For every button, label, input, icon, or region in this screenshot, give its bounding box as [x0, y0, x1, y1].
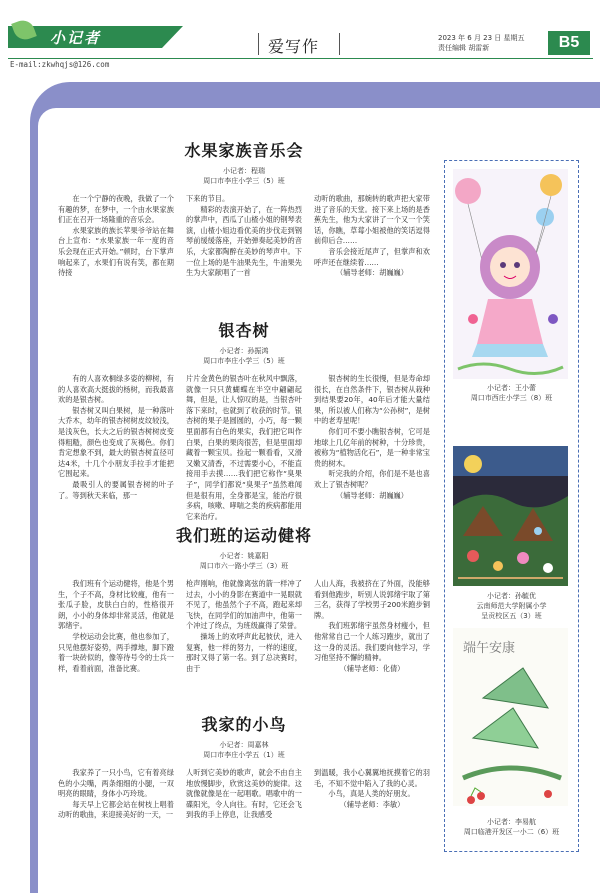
drawing-zongzi: [453, 628, 568, 806]
article-column: [186, 768, 302, 844]
drawing-caption: [445, 383, 578, 403]
article-byline: [58, 740, 430, 760]
paragraph: 枪声刚响，他就像离弦的箭一样冲了过去，小小的身影在赛道中一晃眼就不见了，他虽然个子不高，跑起来却飞快，在同学们的加油声中，他第一个冲过了终点，为班级赢得了荣誉。: [186, 579, 302, 631]
paragraph: 银杏树又叫白果树，是一种落叶大乔木，幼年的银杏树树皮纹较浅，是浅灰色，长大之后的银杏树树皮变得粗糙，颜色也变成了灰褐色。你们肯定想象不到，最大的银杏树直径可达4米，十几个小朋友手拉手才能把它围起来。: [58, 405, 174, 479]
paragraph: 片片金黄色的银杏叶在秋风中飘落，就像一只只黄蝴蝶在半空中翩翩起舞，但是，让人惊叹的是，当银杏叶落下来时，也就到了收获的时节。银杏树的果子是圆圆的，小巧，每一颗里面都有白色的果实，我们把它叫作白果，白果的果肉很苦，但是里面却藏着一颗宝贝。捡起一颗看看，又滑又嫩又清香，不过需要小心，不能直接用手去摸……我们把它称作“臭果子”，同学们都说“臭果子”虽然难闻但是很有用，全身都是宝，能治疗很多病，咳嗽、哮喘之类的疾病都能用它来治疗。: [186, 374, 302, 521]
paragraph: 银杏树的生长很慢，但是寿命却很长，在自然条件下，银杏树从栽种到结果要20年，40年后才能大量结果，所以被人们称为“公孙树”，是树中的老寿星呢！: [314, 374, 430, 426]
artist-school: 周口临港开发区一小二（6）班: [463, 828, 560, 836]
illustration-column: [444, 160, 579, 852]
paragraph: 人山人海，我被挤在了外面，没能够看到他跑步，听别人说郭绪宇取了第三名，获得了学校男子200米跑步铜牌。: [314, 579, 430, 620]
column-logo: 小记者: [50, 29, 102, 47]
artist-name: 小记者：李易航: [487, 818, 536, 826]
article-title: 水果家族音乐会: [184, 141, 304, 160]
tutor-credit: （辅导老师：胡巍巍）: [336, 268, 408, 278]
paragraph: 听完我的介绍，你们是不是也喜欢上了银杏树呢？: [314, 469, 430, 489]
article-column: [58, 768, 174, 844]
article-column: [314, 579, 430, 697]
paragraph: 音乐会接近尾声了，但掌声和欢呼声还在继续着……: [314, 246, 430, 267]
paragraph: 学校运动会比赛，他也参加了，只见他摆好姿势，两手撑地，脚下蹬着一块砖似的，像等待号令的士兵一样，看着前面，准备比赛。: [58, 631, 174, 673]
artist-name: 小记者：孙毓优: [487, 592, 536, 600]
paragraph: 小鸟，真是人类的好朋友。: [328, 789, 415, 799]
header-rule: [8, 58, 593, 59]
tutor-credit: （辅导老师：李敏）: [339, 799, 405, 809]
paragraph: 人听到它美妙的歌声，就会不由自主地放慢脚步，欣赏这美妙的旋律。这就像就像是在一起唱歌。唱歌中的一碟阳光，令人向往。有时，它还会飞到我的手上停息，让我感受: [186, 768, 302, 820]
festival-text: 端午安康: [463, 641, 516, 656]
paragraph: 精彩的表演开始了，在一阵热烈的掌声中，西瓜了山楂小姐的钢琴表演，山楂小姐边看优美的步伐走到钢琴前缓缓落座，开始弹奏起美妙的音乐，大家都陶醉在美妙的琴声中。下一位上场的是牛油果先生，牛油果先生为大家献唱了一首: [186, 204, 302, 278]
zongzi-drawing-image: [453, 628, 568, 806]
drawing-caption: [445, 817, 578, 837]
article-byline: [58, 346, 430, 366]
paragraph: 下来的节目。: [186, 194, 230, 203]
paragraph: 你们可不要小瞧银杏树，它可是地球上几亿年前的树种，十分珍贵，被称为“植物活化石”，是一种非常宝贵的树木。: [314, 426, 430, 468]
issue-info: [438, 33, 525, 53]
garden-drawing-image: [453, 446, 568, 586]
article-column: [186, 194, 302, 280]
issue-editor: 责任编辑 胡雷新: [438, 44, 490, 52]
artist-name: 小记者：王小蕾: [487, 384, 536, 392]
artist-school: 云南师范大学附属小学: [476, 602, 547, 610]
paragraph: 我家养了一只小鸟，它有着亮绿色的小尖嘴，两条细细的小腿，一双明亮的眼睛，身体小巧玲珑。: [58, 768, 174, 799]
contact-email: E-mail:zkwhqjs@126.com: [10, 60, 110, 69]
page-number: B5: [548, 31, 590, 55]
article-column: [314, 194, 430, 280]
article-ginkgo: [58, 318, 430, 521]
paragraph: 动听的歌曲，那婉转的歌声把大家带进了音乐的天堂。接下来上场的是香蕉先生，他为大家讲了一个又一个笑话，你瞧，草莓小姐被他的笑话逗得前仰后合……: [314, 194, 430, 246]
paragraph: 水果家族的族长苹果爷爷站在舞台上宣布：“水果家族一年一度的音乐会现在正式开始。”顿时，台下掌声响起来了，水果们有说有笑，都在期待接: [58, 225, 174, 278]
article-column: [314, 374, 430, 512]
article-little-bird: [58, 712, 430, 844]
masthead: [0, 0, 600, 80]
paragraph: 每天早上它都会站在树枝上唱着动听的歌曲，来迎接美好的一天，一: [58, 799, 174, 820]
article-column: [58, 194, 174, 280]
article-title: 我们班的运动健将: [175, 526, 312, 545]
article-byline: [58, 166, 430, 186]
reporter-school: 周口市李庄小学三（5）班: [203, 357, 285, 365]
article-body: [58, 374, 430, 521]
reporter-name: 小记者：周嘉林: [219, 741, 269, 749]
tutor-credit: （辅导老师：化倩）: [339, 663, 405, 673]
article-column: [314, 768, 430, 844]
article-column: [58, 579, 174, 697]
article-title: 银杏树: [218, 321, 270, 340]
article-column: [58, 374, 174, 512]
artist-class: 呈贡校区五（3）班: [481, 612, 542, 620]
article-column: [186, 374, 302, 521]
paragraph: 操场上的欢呼声此起彼伏，进入复赛，他一样的努力，一样的速度，那时又得了第一名。到了总决赛时，由于: [186, 631, 302, 673]
paragraph: 最吸引人的要属银杏树的叶子了。等到秋天来临，那一: [58, 479, 174, 500]
drawing-night-garden: [453, 446, 568, 586]
article-byline: [58, 551, 430, 571]
girl-drawing-image: [453, 169, 568, 379]
tutor-credit: （辅导老师：胡巍巍）: [336, 490, 408, 500]
paragraph: 有的人喜欢桐绿多姿的柳树，有的人喜欢高大挺拔的杨树，而我最喜欢的是银杏树。: [58, 374, 174, 405]
article-title: 我家的小鸟: [201, 715, 287, 734]
drawing-girl-balloons: [453, 169, 568, 379]
paragraph: 到温暖，我小心翼翼地抚摸着它的羽毛，不知不觉中陷入了我的心灵。: [314, 768, 430, 788]
reporter-school: 周口市李庄小学五（1）班: [203, 751, 285, 759]
article-sports-star: [58, 523, 430, 697]
paragraph: 我们班郭绪宇虽然身材瘦小，但他常常自己一个人练习跑步，就出了这一身的灵活。我们要向他学习，学习他坚持不懈的精神。: [314, 621, 430, 663]
article-column: [186, 579, 302, 697]
reporter-school: 周口市六一路小学三（3）班: [199, 562, 289, 570]
paragraph: 我们班有个运动健将，他是个男生，个子不高，身材比较瘦，他有一张瓜子脸，皮肤白白的，性格很开朗，小小的身体却非常灵活，他就是郭绪宇。: [58, 579, 174, 631]
article-body: [58, 194, 430, 280]
drawing-caption: [445, 591, 578, 621]
article-body: [58, 768, 430, 844]
reporter-name: 小记者：姚嘉阳: [219, 552, 269, 560]
section-title: 爱写作: [268, 37, 320, 56]
article-body: [58, 579, 430, 697]
reporter-school: 周口市李庄小学三（5）班: [203, 177, 285, 185]
paragraph: 在一个宁静的夜晚，我做了一个有趣的梦，在梦中，一个由水果家族们正在召开一场隆重的音乐会。: [58, 194, 174, 225]
article-fruit-concert: [58, 138, 430, 280]
issue-date: 2023 年 6 月 23 日 星期五: [438, 34, 525, 42]
reporter-name: 小记者：孙振鸿: [219, 347, 269, 355]
artist-school: 周口市西庄小学三（8）班: [470, 394, 553, 402]
reporter-name: 小记者：程瑞: [223, 167, 265, 175]
